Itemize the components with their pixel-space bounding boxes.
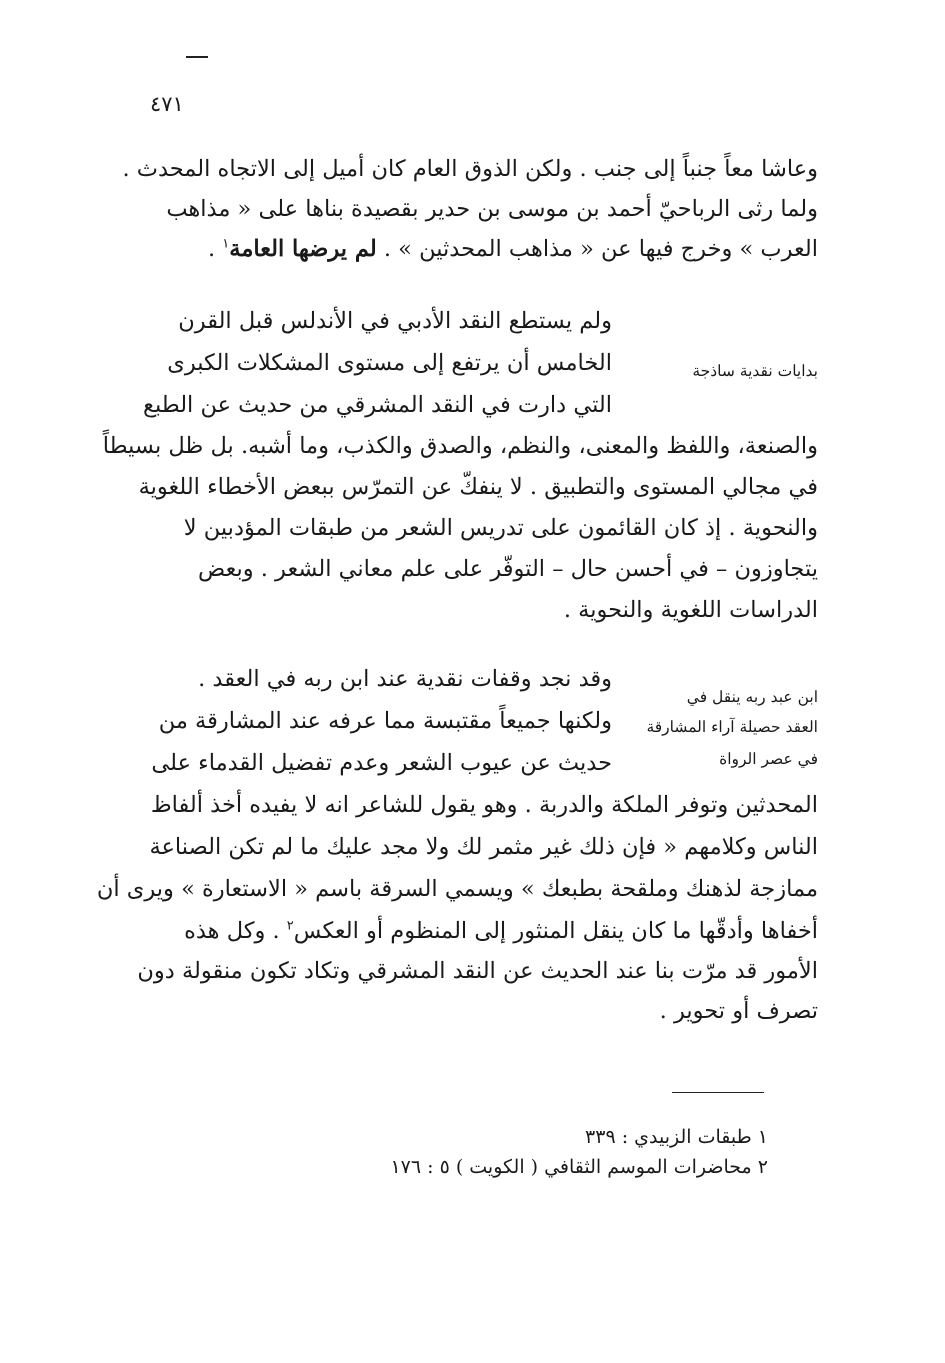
margin-note-line-2: العقد حصيلة آراء المشارقة [646,718,818,736]
section3-line-4-end: . وكل هذه [184,918,287,944]
section2-line-2: في مجالي المستوى والتطبيق . لا ينفكّ عن التمرّس ببعض الأخطاء اللغوية [138,474,818,500]
section2-side-line-2: الخامس أن يرتفع إلى مستوى المشكلات الكبرى [167,350,612,376]
footnote-2: ٢ محاضرات الموسم الثقافي ( الكويت ) ٥ : ١٧٦ [390,1156,768,1178]
top-mark [186,56,208,58]
section2-line-5: الدراسات اللغوية والنحوية . [563,597,818,623]
footnote-ref-1: ١ [222,236,230,252]
margin-note-line-1: ابن عبد ربه ينقل في [686,688,818,706]
footnote-ref-2: ٢ [286,918,294,934]
section2-line-3: والنحوية . إذ كان القائمون على تدريس الشعر من طبقات المؤدبين لا [183,515,818,541]
section3-side-line-2: ولكنها جميعاً مقتبسة مما عرفه عند المشارقة من [158,708,612,734]
footnote-1: ١ طبقات الزبيدي : ٣٣٩ [585,1126,768,1148]
footnote-rule [672,1092,764,1093]
bold-phrase: لم يرضها العامة [229,236,377,262]
section2-side-line-3: التي دارت في النقد المشرقي من حديث عن الطبع [142,392,612,418]
page-number: ٤٧١ [150,92,184,116]
section2-side-line-1: ولم يستطع النقد الأدبي في الأندلس قبل القرن [178,308,612,334]
section3-line-1: المحدثين وتوفر الملكة والدربة . وهو يقول للشاعر انه لا يفيده أخذ ألفاظ [150,792,818,818]
section2-line-4: يتجاوزون – في أحسن حال – التوفّر على علم معاني الشعر . وبعض [198,556,818,582]
section3-side-line-3: حديث عن عيوب الشعر وعدم تفضيل القدماء على [151,750,612,776]
section3-line-4-start: أخفاها وأدقّها ما كان ينقل المنثور إلى المنظوم أو العكس [293,918,818,944]
section3-side-line-1: وقد نجد وقفات نقدية عند ابن ربه في العقد . [198,666,612,692]
paragraph1-line-3-end: . [207,236,223,262]
section2-line-1: والصنعة، واللفظ والمعنى، والنظم، والصدق والكذب، وما أشبه. بل ظل بسيطاً [102,433,818,459]
section3-line-2: الناس وكلامهم « فإن ذلك غير مثمر لك ولا مجد عليك ما لم تكن الصناعة [149,834,818,860]
section3-line-4 [150,918,818,945]
paragraph1-line-3-start: العرب » وخرج فيها عن « مذاهب المحدثين » . [376,236,818,262]
margin-note-line-3: في عصر الرواة [719,750,818,768]
section3-line-6: تصرف أو تحوير . [659,998,818,1024]
paragraph1-line-3 [150,236,818,263]
section3-line-3: ممازجة لذهنك وملقحة بطبعك » ويسمي السرقة باسم « الاستعارة » ويرى أن [96,876,818,902]
margin-note-naive-criticism: بدايات نقدية ساذجة [692,362,818,380]
paragraph1-line-1: وعاشا معاً جنباً إلى جنب . ولكن الذوق العام كان أميل إلى الاتجاه المحدث . [122,156,818,182]
paragraph1-line-2: ولما رثى الرباحيّ أحمد بن موسى بن حدير بقصيدة بناها على « مذاهب [166,196,818,222]
section3-line-5: الأمور قد مرّت بنا عند الحديث عن النقد المشرقي وتكاد تكون منقولة دون [137,958,818,984]
